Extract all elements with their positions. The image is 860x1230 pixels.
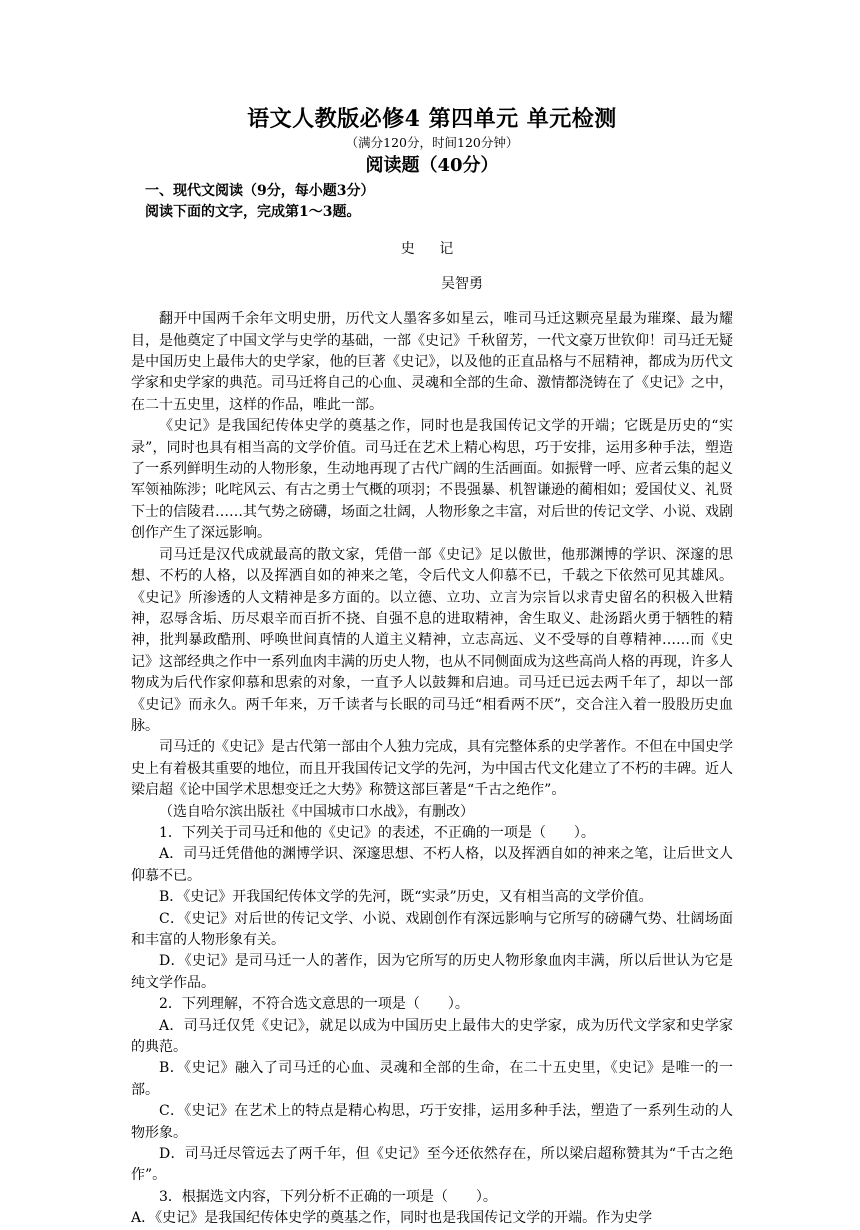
- article-title: 史 记: [400, 240, 464, 257]
- document-subtitle: （满分120分，时间120分钟）: [345, 135, 519, 150]
- question-option: A．《史记》是我国纪传体史学的奠基之作，同时也是我国传记文学的开端。作为史学: [131, 1210, 653, 1227]
- article-paragraph: 《史记》是我国纪传体史学的奠基之作，同时也是我国传记文学的开端；它既是历史的“实录”，同时也具有相当高的文学价值。司马迁在艺术上精心构思，巧于安排，运用多种手法，塑造了一系列鲜明生动的人物形象，生动地再现了古代广阔的生活画面。如振臂一呼、应者云集的起义军领袖陈涉；叱咤风云、有古之勇士气概的项羽；不畏强暴、机智谦逊的蔺相如；爱国仗义、礼贤下士的信陵君……其气势之磅礴，场面之壮阔，人物形象之丰富，对后世的传记文学、小说、戏剧创作产生了深远影响。: [131, 418, 733, 542]
- document-title: 语文人教版必修4 第四单元 单元检测: [247, 106, 617, 132]
- question-option: D．《史记》是司马迁一人的著作，因为它所写的历史人物形象血肉丰满，所以后世认为它是纯文学作品。: [131, 953, 733, 991]
- question-option: C．《史记》对后世的传记文学、小说、戏剧创作有深远影响与它所写的磅礴气势、壮阔场面和丰富的人物形象有关。: [131, 910, 733, 948]
- document-content: [131, 104, 733, 1230]
- question-option: A．司马迁凭借他的渊博学识、深邃思想、不朽人格，以及挥洒自如的神来之笔，让后世文人仰慕不已。: [131, 846, 733, 884]
- article-paragraph: 司马迁的《史记》是古代第一部由个人独力完成，具有完整体系的史学著作。不但在中国史学史上有着极其重要的地位，而且开我国传记文学的先河，为中国古代文化建立了不朽的丰碑。近人梁启超《论中国学术思想变迁之大势》称赞这部巨著是“千古之绝作”。: [131, 739, 733, 799]
- question-option: D．司马迁尽管远去了两千年，但《史记》至今还依然存在，所以梁启超称赞其为“千古之绝作”。: [131, 1146, 733, 1184]
- question-stem: 2．下列理解，不符合选文意思的一项是（ ）。: [159, 996, 469, 1013]
- question-option: B．《史记》融入了司马迁的心血、灵魂和全部的生命，在二十五史里，《史记》是唯一的一部。: [131, 1060, 733, 1098]
- question-option: B．《史记》开我国纪传体文学的先河，既“实录”历史，又有相当高的文学价值。: [159, 889, 653, 906]
- article-paragraph: 翻开中国两千余年文明史册，历代文人墨客多如星云，唯司马迁这颗亮星最为璀璨、最为耀目，是他奠定了中国文学与史学的基础，一部《史记》千秋留芳，一代文豪万世钦仰！司马迁无疑是中国历史上最伟大的史学家，他的巨著《史记》，以及他的正直品格与不屈精神，都成为历代文学家和史学家的典范。司马迁将自己的心血、灵魂和全部的生命、激情都浇铸在了《史记》之中，在二十五史里，这样的作品，唯此一部。: [131, 311, 733, 413]
- question-option: A．司马迁仅凭《史记》，就足以成为中国历史上最伟大的史学家，成为历代文学家和史学家的典范。: [131, 1017, 733, 1056]
- question-stem: 1．下列关于司马迁和他的《史记》的表述，不正确的一项是（ ）。: [159, 824, 595, 841]
- part-heading: 一、现代文阅读（9分，每小题3分）: [145, 183, 375, 199]
- section-title: 阅读题（40分）: [365, 155, 499, 176]
- article-author: 吴智勇: [441, 275, 483, 292]
- question-stem: 3．根据选文内容，下列分析不正确的一项是（ ）。: [159, 1188, 497, 1205]
- question-option: C．《史记》在艺术上的特点是精心构思，巧于安排，运用多种手法，塑造了一系列生动的人物形象。: [131, 1103, 733, 1141]
- reading-instruction: 阅读下面的文字，完成第1～3题。: [145, 204, 361, 221]
- article-paragraph: 司马迁是汉代成就最高的散文家，凭借一部《史记》足以傲世，他那渊博的学识、深邃的思想、不朽的人格，以及挥洒自如的神来之笔，令后代文人仰慕不已，千载之下依然可见其雄风。《史记》所渗透的人文精神是多方面的。以立德、立功、立言为宗旨以求青史留名的积极入世精神，忍辱含垢、历尽艰辛而百折不挠、自强不息的进取精神，舍生取义、赴汤蹈火勇于牺牲的精神，批判暴政酷刑、呼唤世间真情的人道主义精神，立志高远、义不受辱的自尊精神……而《史记》这部经典之作中一系列血肉丰满的历史人物，也从不同侧面成为这些高尚人格的再现，许多人物成为后代作家仰慕和思索的对象，一直予人以鼓舞和启迪。司马迁已远去两千年了，却以一部《史记》而永久。两千年来，万千读者与长眠的司马迁“相看两不厌”，交合注入着一股股历史血脉。: [131, 546, 733, 734]
- article-source: （选自哈尔滨出版社《中国城市口水战》，有删改）: [159, 803, 474, 820]
